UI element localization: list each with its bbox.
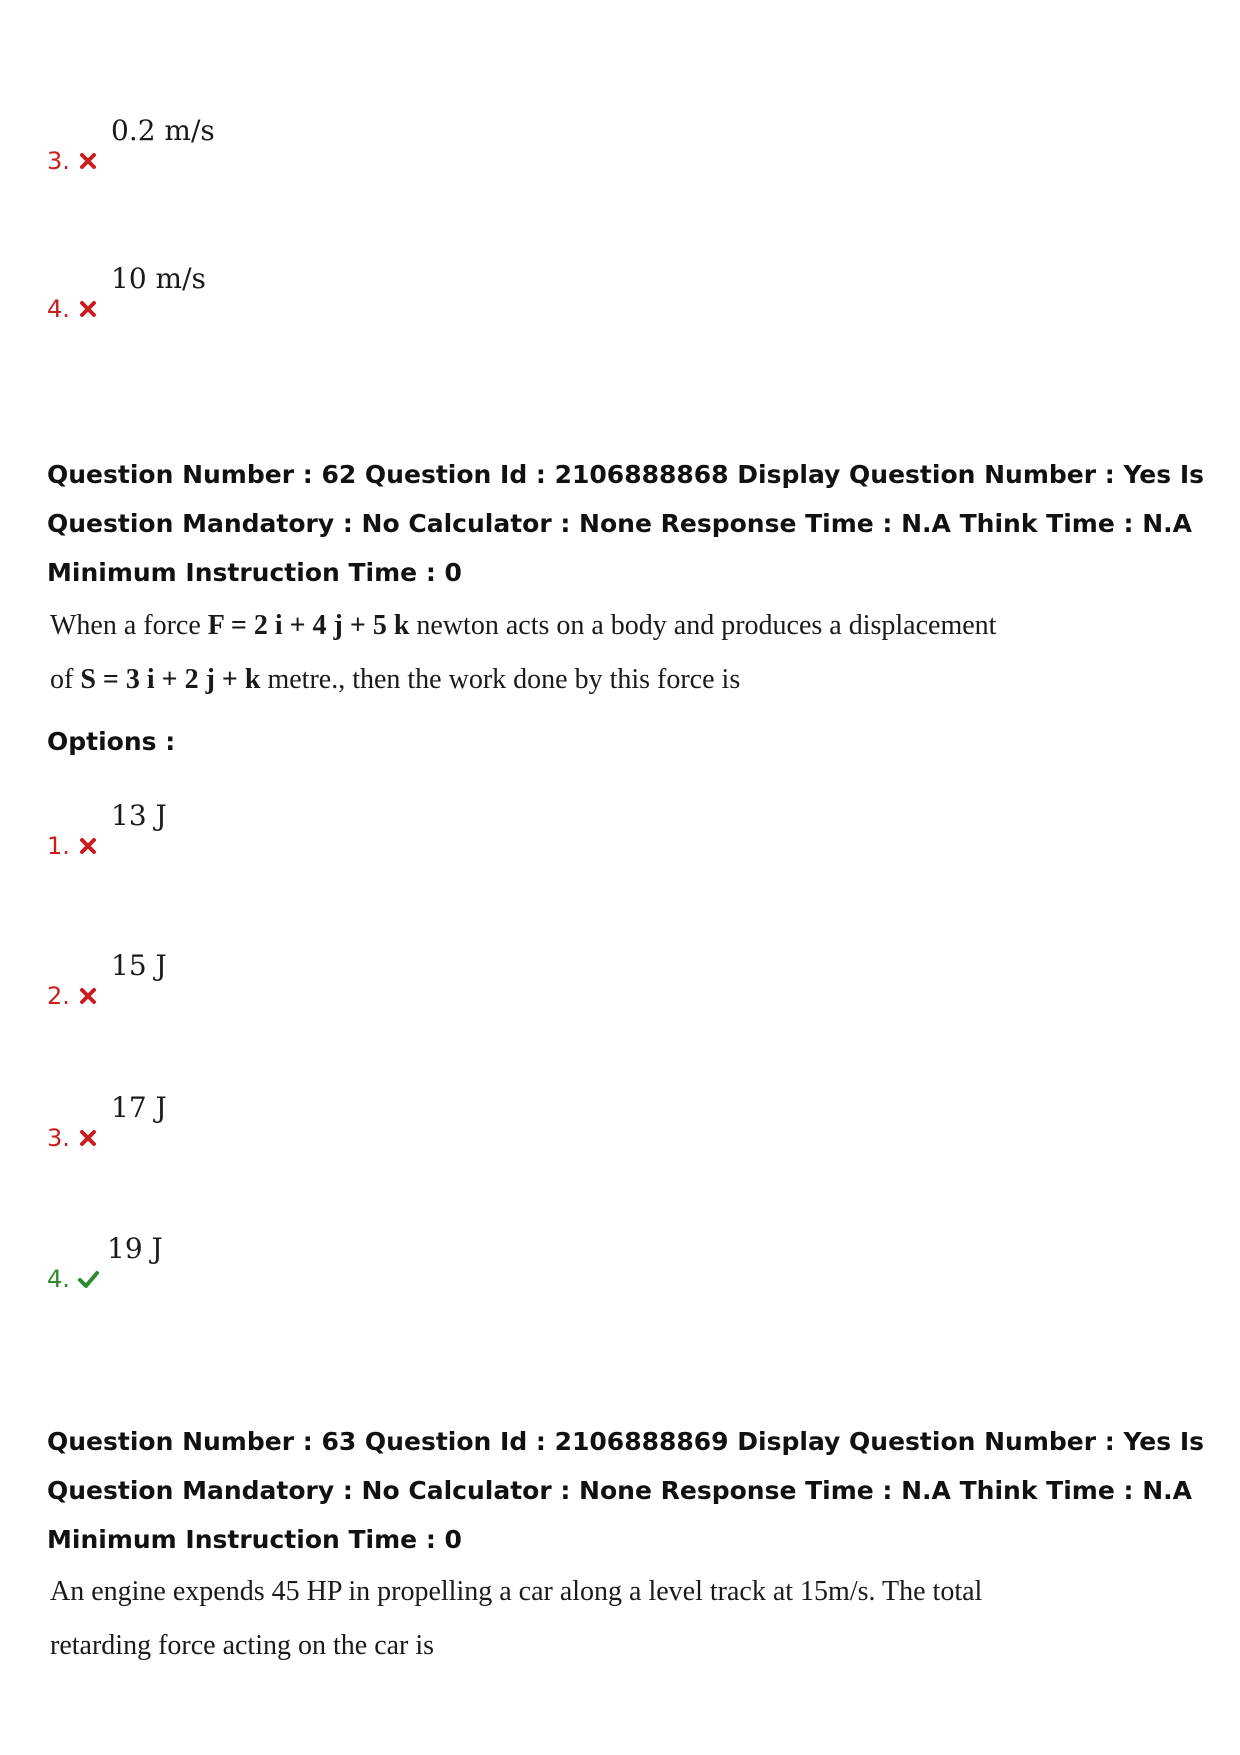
option-item: [47, 263, 447, 323]
option-number: 3.: [47, 147, 70, 175]
option-text: 10 m/s: [111, 262, 206, 295]
option-number: 4.: [47, 295, 70, 323]
option-text: 13 J: [111, 799, 167, 832]
cross-icon: [77, 298, 99, 320]
option-item: [47, 1233, 447, 1293]
question-text-line: When a force F = 2 i + 4 j + 5 k newton acts on a body and produces a displacement: [50, 610, 997, 641]
options-label: Options :: [47, 727, 176, 756]
option-text: 17 J: [111, 1091, 167, 1124]
question-header: Question Number : 62 Question Id : 2106888868 Display Question Number : Yes Is Question Mandatory : No Calculator : None Response Time : N.A Think Time : N.A Minimum Instruction Time : 0: [47, 460, 1205, 587]
option-number: 1.: [47, 832, 70, 860]
displacement-vector: S = 3 i + 2 j + k: [80, 664, 261, 695]
option-text: 19 J: [107, 1232, 163, 1265]
option-item: [47, 115, 447, 175]
option-item: [47, 1092, 447, 1152]
option-number: 4.: [47, 1265, 70, 1293]
check-icon: [77, 1268, 99, 1290]
force-vector: F = 2 i + 4 j + 5 k: [207, 610, 410, 641]
cross-icon: [77, 985, 99, 1007]
option-item: [47, 800, 447, 860]
question-text-line: retarding force acting on the car is: [50, 1630, 435, 1661]
option-item: [47, 950, 447, 1010]
option-text: 0.2 m/s: [111, 114, 215, 147]
question-text-line: An engine expends 45 HP in propelling a car along a level track at 15m/s. The total: [50, 1576, 983, 1607]
question-header: Question Number : 63 Question Id : 2106888869 Display Question Number : Yes Is Question Mandatory : No Calculator : None Response Time : N.A Think Time : N.A Minimum Instruction Time : 0: [47, 1427, 1205, 1554]
option-number: 2.: [47, 982, 70, 1010]
cross-icon: [77, 1127, 99, 1149]
cross-icon: [77, 150, 99, 172]
question-text-line: of S = 3 i + 2 j + k metre., then the work done by this force is: [50, 664, 741, 695]
option-number: 3.: [47, 1124, 70, 1152]
option-text: 15 J: [111, 949, 167, 982]
cross-icon: [77, 835, 99, 857]
